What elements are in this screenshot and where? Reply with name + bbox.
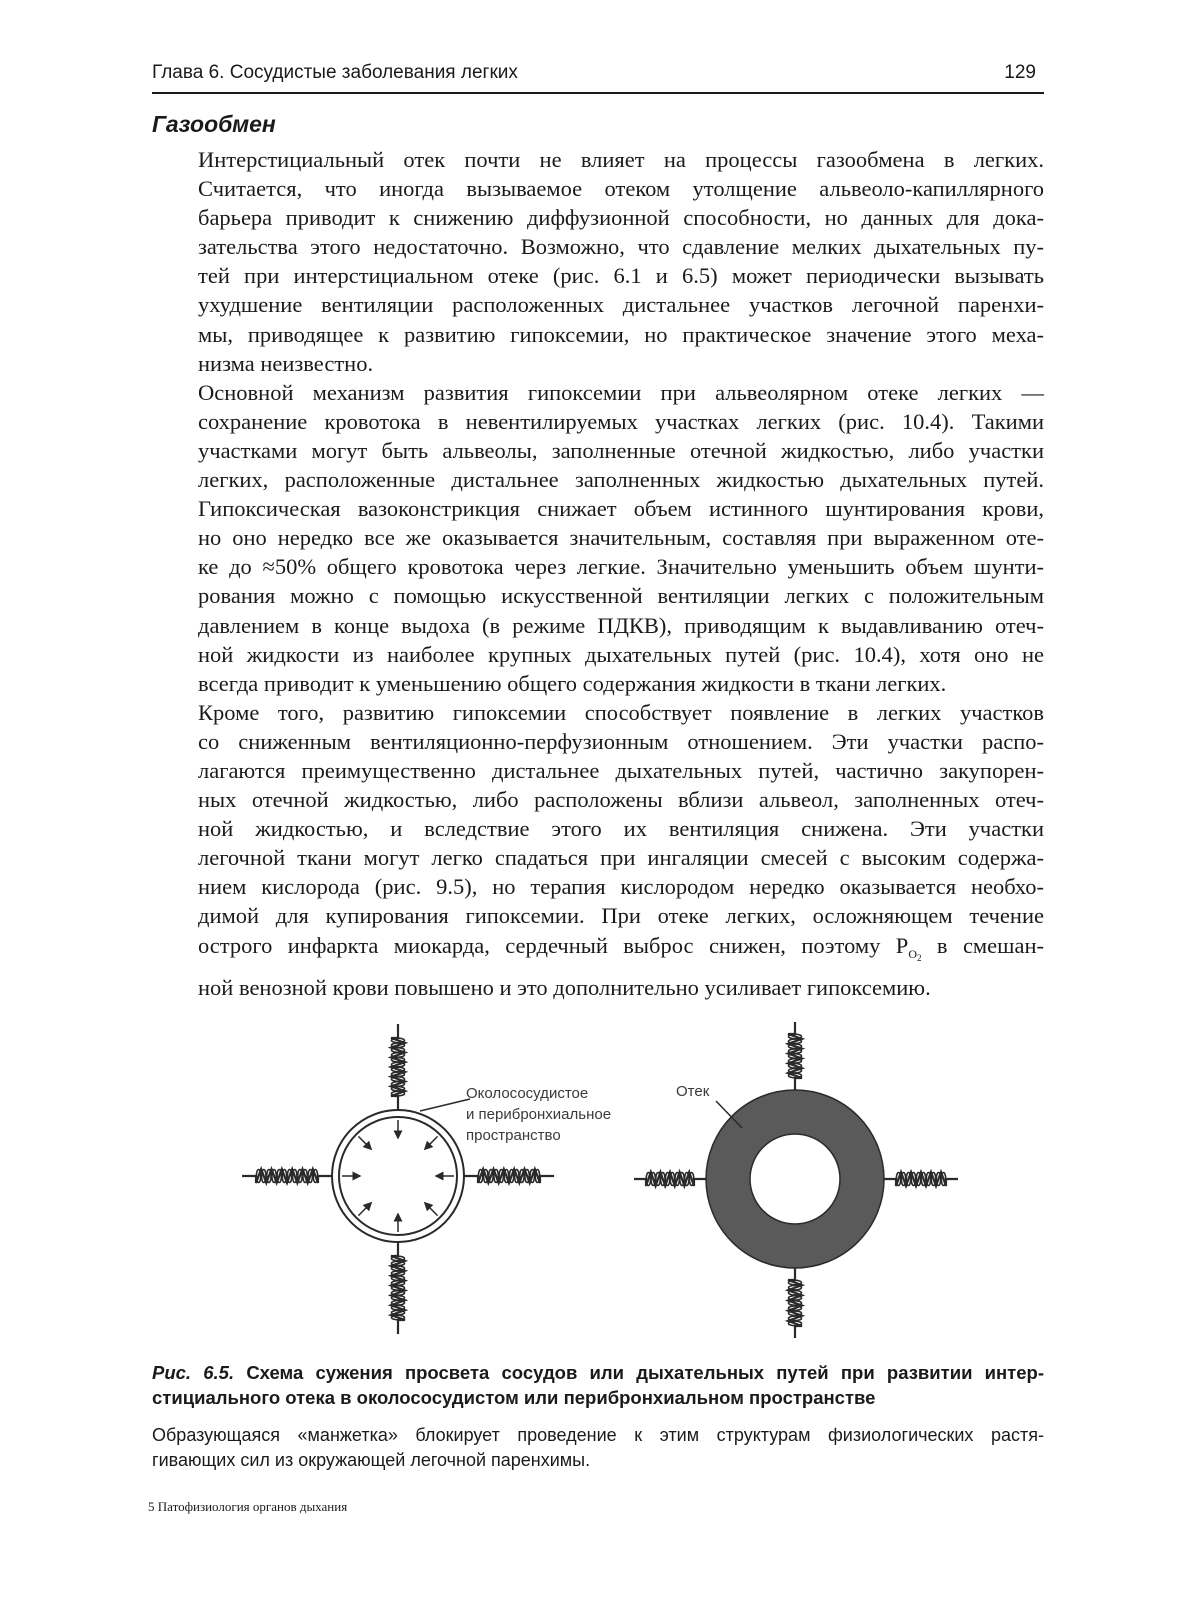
- text-line: мы, приводящее к развитию гипоксемии, но практическое значение этого меха-: [198, 321, 1044, 347]
- text-line: ной жидкости из наиболее крупных дыхательных путей (рис. 10.4), хотя оно не: [198, 641, 1044, 667]
- caption-title: Схема сужения просвета сосудов или дыхательных путей при развитии интер-: [246, 1362, 1044, 1383]
- text-line: ной жидкостью, и вследствие этого их вентиляция снижена. Эти участки: [198, 816, 1044, 842]
- text-line: Кроме того, развитию гипоксемии способствует появление в легких участков: [198, 699, 1044, 725]
- text-line: димой для купирования гипоксемии. При отеке легких, осложняющем течение: [198, 903, 1044, 929]
- chapter-title: Глава 6. Сосудистые заболевания легких: [152, 62, 518, 83]
- subscript: [908, 947, 921, 961]
- text-line: ных отечной жидкостью, либо расположены вблизи альвеол, заполненных отеч-: [198, 787, 1044, 813]
- page-footer: 5 Патофизиология органов дыхания: [148, 1499, 348, 1514]
- body-text: [152, 145, 1044, 1002]
- inward-arrow: [425, 1203, 438, 1216]
- text-line: Считается, что иногда вызываемое отеком утолщение альвеоло-капиллярного: [198, 176, 1044, 202]
- subscript-2: 2: [917, 952, 922, 963]
- spring: [391, 1024, 405, 1110]
- caption-line: стициального отека в околососудистом или перибронхиальном пространстве: [152, 1387, 876, 1408]
- spring: [634, 1172, 706, 1186]
- paragraph-1: [152, 145, 1044, 378]
- caption-note-line: Образующаяся «манжетка» блокирует проведение к этим структурам физиологических растя-: [152, 1425, 1044, 1445]
- text-line: тей при интерстициальном отеке (рис. 6.1 и 6.5) может периодически вызывать: [198, 263, 1044, 289]
- running-header: [152, 58, 1044, 94]
- text-line: участками могут быть альвеолы, заполненные отечной жидкостью, либо участки: [198, 437, 1044, 463]
- text-line: Основной механизм развития гипоксемии при альвеолярном отеке легких —: [198, 379, 1044, 405]
- paragraph-2: [152, 378, 1044, 698]
- label-perivascular-space: и перибронхиальное: [466, 1106, 612, 1123]
- page-number: 129: [1004, 62, 1036, 83]
- paragraph-3: [152, 698, 1044, 1002]
- text-line: ке до ≈50% общего кровотока через легкие. Значительно уменьшить объем шунти-: [198, 554, 1044, 580]
- spring-coil: [788, 1022, 802, 1090]
- inward-arrow: [425, 1136, 438, 1149]
- text-line: Интерстициальный отек почти не влияет на процессы газообмена в легких.: [198, 147, 1044, 172]
- text-line: но оно нередко все же оказывается значительным, составляя при выраженном оте-: [198, 525, 1044, 551]
- text-line: низма неизвестно.: [198, 350, 374, 376]
- text-line: всегда приводит к уменьшению общего содержания жидкости в ткани легких.: [198, 670, 947, 696]
- spring: [884, 1172, 958, 1186]
- figure-caption: [152, 1360, 1044, 1410]
- label-perivascular-space: Околососудистое: [466, 1085, 589, 1102]
- text-line: рования можно с помощью искусственной вентиляции легких с положительным: [198, 583, 1044, 609]
- figure-6-5: [150, 1016, 1050, 1356]
- text-line: ухудшение вентиляции расположенных дистальнее участков легочной паренхи-: [198, 292, 1044, 318]
- caption-note: [152, 1423, 1044, 1473]
- text-line: зательства этого недостаточно. Возможно, что сдавление мелких дыхательных пу-: [198, 234, 1044, 260]
- edema-vessel-diagram: [634, 1022, 958, 1338]
- spring: [464, 1169, 554, 1183]
- normal-vessel-diagram: [242, 1024, 611, 1334]
- text-line: лагаются преимущественно дистальнее дыхательных путей, частично закупорен-: [198, 757, 1044, 783]
- text-line: барьера приводит к снижению диффузионной способности, но данных для дока-: [198, 205, 1044, 231]
- spring-coil: [788, 1268, 802, 1338]
- text-line: давлением в конце выдоха (в режиме ПДКВ), приводящим к выдавливанию отеч-: [198, 612, 1044, 638]
- text-fragment: в смешан-: [921, 932, 1045, 958]
- caption-label: Рис. 6.5.: [152, 1362, 235, 1383]
- text-fragment: острого инфаркта миокарда, сердечный выброс снижен, поэтому P: [198, 932, 909, 958]
- inward-arrow: [358, 1203, 371, 1216]
- spring: [391, 1242, 405, 1334]
- text-line-with-subscript: [152, 931, 1044, 973]
- spring: [788, 1268, 802, 1338]
- caption-line: [152, 1360, 1044, 1385]
- figure-diagram: [150, 1016, 1050, 1356]
- lumen: [750, 1134, 840, 1224]
- label-perivascular-space: пространство: [466, 1127, 561, 1144]
- subscript-o: O: [908, 946, 917, 961]
- text-line: Гипоксическая вазоконстрикция снижает объем истинного шунтирования крови,: [198, 496, 1044, 522]
- label-leader-line: [420, 1099, 470, 1111]
- text-line: нием кислорода (рис. 9.5), но терапия кислородом нередко оказывается необхо-: [198, 874, 1044, 900]
- text-line: ной венозной крови повышено и это дополнительно усиливает гипоксемию.: [198, 974, 931, 1000]
- text-line: легких, расположенные дистальнее заполненных жидкостью дыхательных путей.: [198, 467, 1044, 493]
- tethering-springs: [242, 1024, 554, 1334]
- caption-note-line: гивающих сил из окружающей легочной паренхимы.: [152, 1450, 591, 1470]
- text-line: сохранение кровотока в невентилируемых участках легких (рис. 10.4). Такими: [198, 408, 1044, 434]
- label-edema: Отек: [676, 1083, 710, 1100]
- text-line: со сниженным вентиляционно-перфузионным отношением. Эти участки распо-: [198, 728, 1044, 754]
- spring: [242, 1169, 332, 1183]
- inward-arrow: [358, 1136, 371, 1149]
- spring: [788, 1022, 802, 1090]
- text-line: легочной ткани могут легко спадаться при ингаляции смесей с высоким содержа-: [198, 845, 1044, 871]
- section-heading: Газообмен: [152, 111, 276, 137]
- inward-arrows: [342, 1120, 454, 1232]
